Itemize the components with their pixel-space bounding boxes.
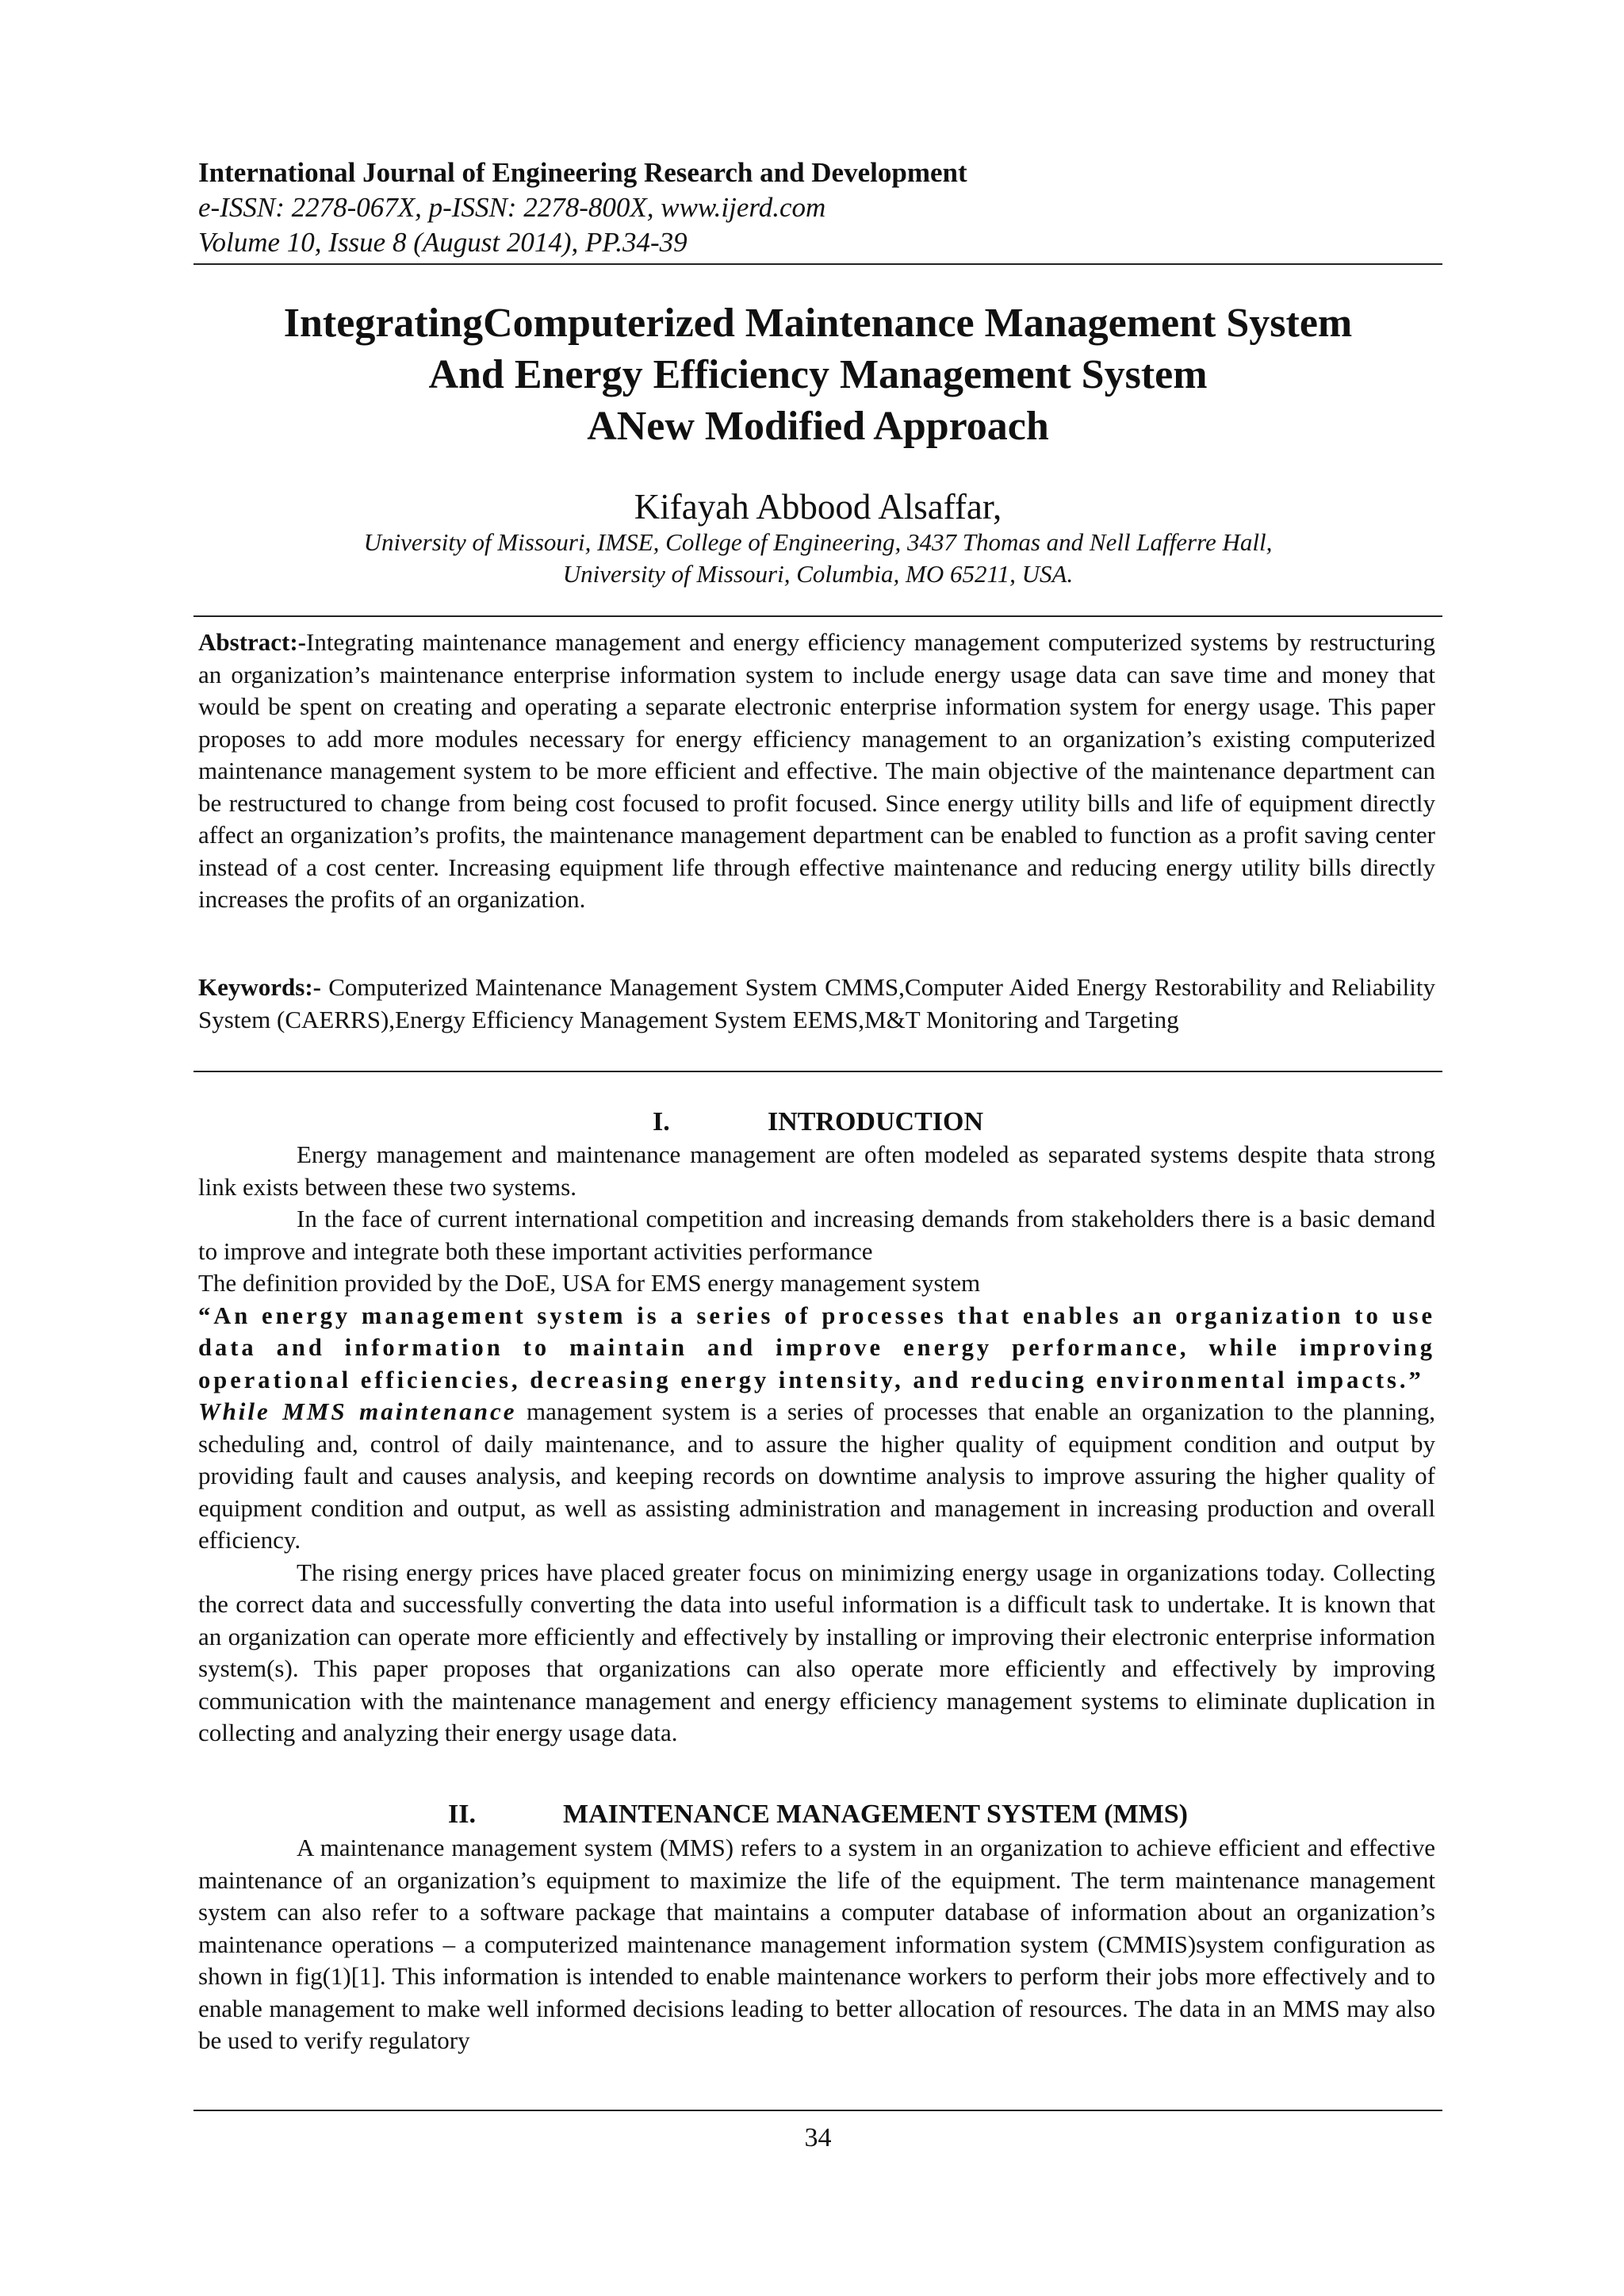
title-line-2: And Energy Efficiency Management System: [428, 352, 1208, 397]
abstract-top-rule: [193, 615, 1442, 617]
keywords: [198, 972, 1435, 1036]
title-line-1: IntegratingComputerized Maintenance Management System: [283, 301, 1353, 346]
author-affiliation: [193, 527, 1442, 590]
intro-paragraph-1: Energy management and maintenance management are often modeled as separated systems despite thata strong link exists between these two systems.: [198, 1140, 1435, 1201]
journal-name: International Journal of Engineering Research and Development: [198, 157, 967, 188]
section-1-number: I.: [652, 1107, 670, 1137]
affiliation-line-1: University of Missouri, IMSE, College of Engineering, 3437 Thomas and Nell Lafferre Hall,: [363, 528, 1273, 556]
section-2-number: II.: [448, 1800, 476, 1829]
section-2-heading: [193, 1798, 1442, 1831]
mms-definition-text: management system is a series of processes that enable an organization to the planning, scheduling and, control of daily maintenance, and to assure the higher quality of equipment condition and output by providing fault and causes analysis, and keeping records on downtime analysis to improve assuring the higher quality of equipment condition and output, as well as assisting administration and management in increasing production and overall efficiency.: [198, 1397, 1435, 1554]
journal-volume: Volume 10, Issue 8 (August 2014), PP.34-39: [198, 227, 688, 258]
intro-paragraph-5: The rising energy prices have placed greater focus on minimizing energy usage in organizations today. Collecting the correct data and successfully converting the data into useful information is a difficult task to undertake. It is known that an organization can operate more efficiently and effectively by installing or improving their electronic enterprise information system(s). This paper proposes that organizations can also operate more efficiently and effectively by improving communication with the maintenance management and energy efficiency management systems to eliminate duplication in collecting and analyzing their energy usage data.: [198, 1558, 1435, 1746]
mms-emphasis: While MMS maintenance: [198, 1397, 517, 1425]
affiliation-line-2: University of Missouri, Columbia, MO 65211, USA.: [562, 560, 1074, 588]
keywords-label: Keywords:-: [198, 973, 321, 1001]
section-2-title: MAINTENANCE MANAGEMENT SYSTEM (MMS): [563, 1800, 1188, 1829]
abstract-label: Abstract:-: [198, 628, 307, 656]
section-2-body: [198, 1832, 1435, 2057]
keywords-text: Computerized Maintenance Management System CMMS,Computer Aided Energy Restorability and Reliability System (CAERRS),Energy Efficiency Management System EEMS,M&T Monitoring and Targeting: [198, 973, 1435, 1033]
title-line-3: ANew Modified Approach: [587, 404, 1049, 449]
intro-paragraph-3: The definition provided by the DoE, USA for EMS energy management system: [198, 1269, 981, 1297]
header-rule: [193, 263, 1442, 265]
section-1-title: INTRODUCTION: [767, 1107, 984, 1137]
paper-title: [193, 297, 1442, 452]
journal-issn: e-ISSN: 2278-067X, p-ISSN: 2278-800X, www.ijerd.com: [198, 192, 826, 223]
section-1-body: [198, 1139, 1435, 1750]
abstract-text: Integrating maintenance management and energy efficiency management computerized systems by restructuring an organization’s maintenance enterprise information system to include energy usage data can save time and money that would be spent on creating and operating a separate electronic enterprise information system for energy usage. This paper proposes to add more modules necessary for energy efficiency management to an organization’s existing computerized maintenance management system to be more efficient and effective. The main objective of the maintenance department can be restructured to change from being cost focused to profit focused. Since energy utility bills and life of equipment directly affect an organization’s profits, the maintenance management department can be enabled to function as a profit saving center instead of a cost center. Increasing equipment life through effective maintenance and reducing energy utility bills directly increases the profits of an organization.: [198, 628, 1435, 913]
footer-rule: [193, 2110, 1442, 2111]
intro-paragraph-2: In the face of current international competition and increasing demands from stakeholders there is a basic demand to improve and integrate both these important activities performance: [198, 1205, 1435, 1265]
page-number: 34: [804, 2123, 832, 2152]
keywords-bottom-rule: [193, 1071, 1442, 1072]
author-name: Kifayah Abbood Alsaffar,: [634, 487, 1002, 527]
mms-paragraph-1: A maintenance management system (MMS) refers to a system in an organization to achieve efficient and effective maintenance of an organization’s equipment to maximize the life of the equipment. The term maintenance management system can also refer to a software package that maintains a computer database of information about an organization’s maintenance operations – a computerized maintenance management information system (CMMIS)system configuration as shown in fig(1)[1]. This information is intended to enable maintenance workers to perform their jobs more effectively and to enable management to make well informed decisions leading to better allocation of resources. The data in an MMS may also be used to verify regulatory: [198, 1834, 1435, 2054]
section-1-heading: [193, 1106, 1442, 1139]
ems-definition-quote: “An energy management system is a series of processes that enables an organization to use data and information to maintain and improve energy performance, while improving operational efficiencies, decreasing energy intensity, and reducing environmental impacts.”: [198, 1301, 1435, 1393]
abstract: [198, 627, 1435, 916]
